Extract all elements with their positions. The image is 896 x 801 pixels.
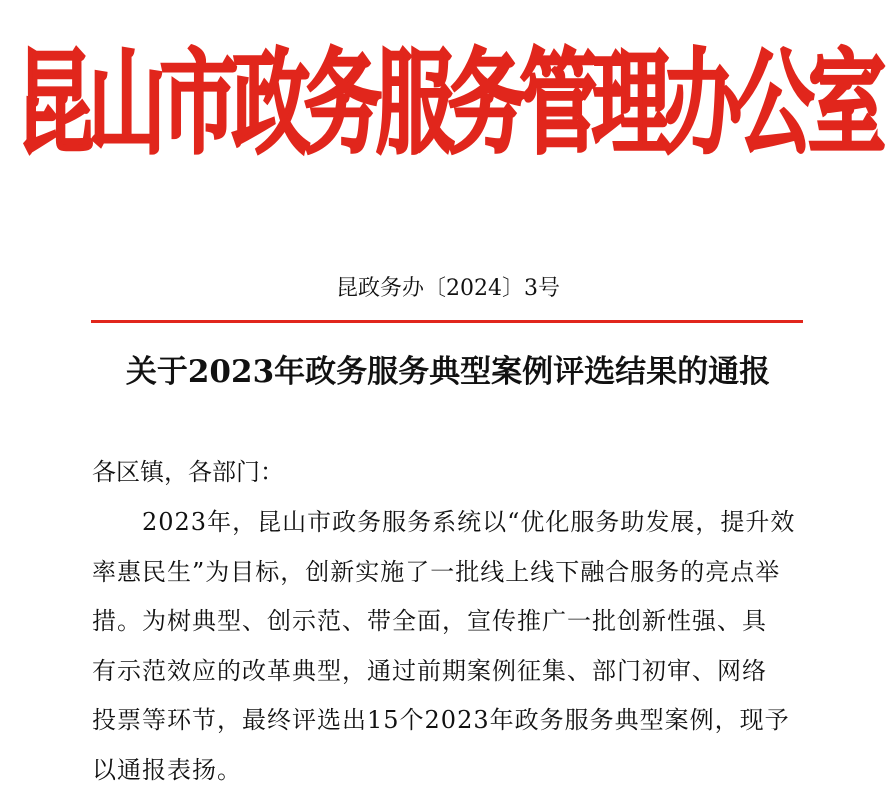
document-number: 昆政务办〔2024〕3号 bbox=[0, 274, 896, 304]
issuer-masthead: 昆山市政务服务管理办公室 bbox=[0, 11, 896, 200]
body-paragraph bbox=[92, 504, 804, 801]
body-line: 率惠民生”为目标，创新实施了一批线上线下融合服务的亮点举 bbox=[92, 554, 804, 604]
body-line: 以通报表扬。 bbox=[92, 752, 804, 801]
salutation: 各区镇，各部门： bbox=[92, 454, 284, 490]
body-line: 有示范效应的改革典型，通过前期案例征集、部门初审、网络 bbox=[92, 653, 804, 703]
body-line: 措。为树典型、创示范、带全面，宣传推广一批创新性强、具 bbox=[92, 603, 804, 653]
body-line: 投票等环节，最终评选出15个2023年政务服务典型案例，现予 bbox=[92, 702, 804, 752]
document-title: 关于2023年政务服务典型案例评选结果的通报 bbox=[0, 350, 896, 394]
body-line: 2023年，昆山市政务服务系统以“优化服务助发展，提升效 bbox=[92, 504, 804, 554]
red-separator-line bbox=[91, 320, 803, 323]
